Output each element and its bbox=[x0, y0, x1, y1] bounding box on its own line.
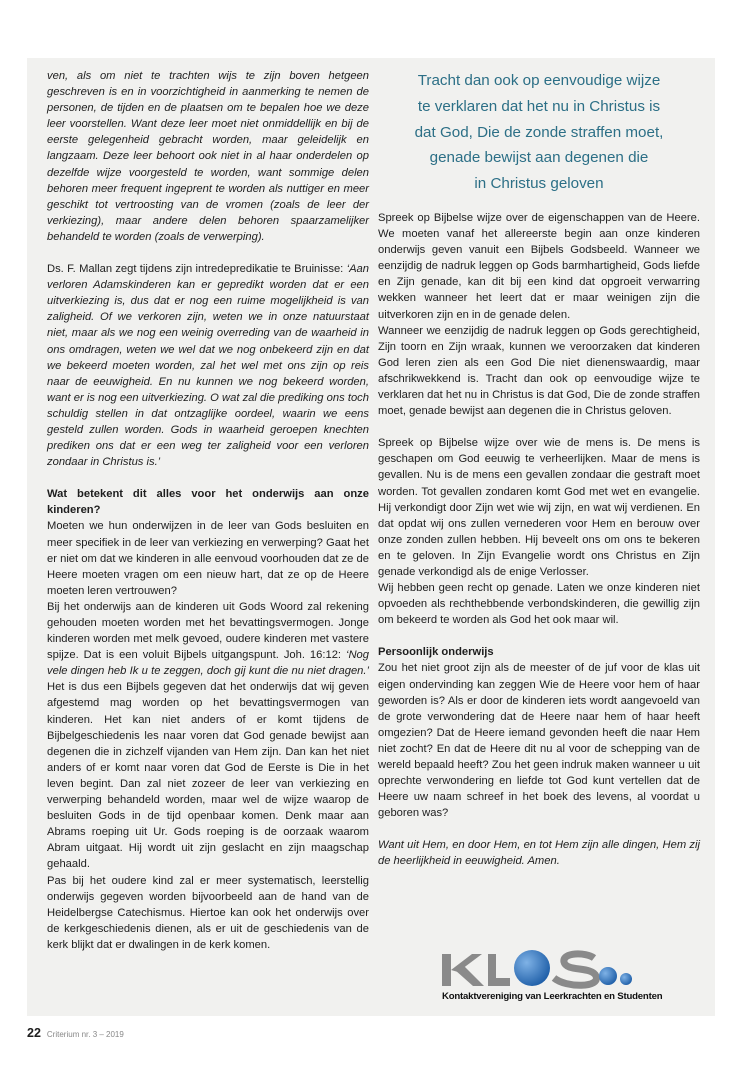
right-heading: Persoonlijk onderwijs bbox=[378, 646, 494, 659]
pull-quote-line: genade bewijst aan degenen die bbox=[429, 149, 649, 167]
page-footer bbox=[27, 1026, 124, 1042]
klos-logo bbox=[436, 948, 666, 1010]
pull-quote-line: te verklaren dat het nu in Christus is bbox=[417, 97, 661, 115]
left-column bbox=[47, 68, 369, 953]
left-paragraph-3: Moeten we hun onderwijzen in de leer van Gods besluiten en meer specifiek in de leer van verkiezing en verwerping? Gaat het er niet om dat we kinderen in alle eenvoud voorhouden dat ze de Heere moeten vragen om een nieuw hart, dat ze op de Heere moeten leren vertrouwen? bbox=[47, 520, 369, 597]
p4-part-b: Het is dus een Bijbels gegeven dat het onderwijs dat wij geven afgestemd mag worden op het bevattingsvermogen van kinderen. Het kan niet anders of er komt tijdens de Bijbelgeschiedenis les naar voren dat God genade bewijst aan degenen die in zichzelf vijanden van Hem zijn. Dan kan het niet anders of er komt naar voren dat God de Eerste is Die in het leven begint. Dan zal niet zozeer de leer van verkiezing en verwerping behandeld worden, maar wel de wijze waarop de besluiten Gods in de tijd openbaar komen. Denk maar aan Abrams roeping uit Ur. Gods roeping is de oorzaak waarom Abram uitgaat. Hij wordt uit zijn geslacht en zijn maagschap gehaald. bbox=[47, 681, 369, 871]
john-quote: ‘Nog vele dingen heb Ik u te zeggen, doch gij kunt die nu niet dragen.’ bbox=[47, 649, 369, 678]
page-number: 22 bbox=[27, 1026, 41, 1040]
klos-logo-mark bbox=[436, 948, 666, 992]
left-paragraph-5: Pas bij het oudere kind zal er meer systematisch, leerstellig onderwijs gegeven worden bijvoorbeeld aan de hand van de Heidelbergse Catechismus. Hiertoe kan ook het onderwijs over de kerkgeschiedenis dienen, als er uit de geschiedenis van de kerk blijkt dat er dwalingen in de kerk komen. bbox=[47, 874, 369, 951]
right-paragraph-3: Spreek op Bijbelse wijze over wie de mens is. De mens is geschapen om God eeuwig te verheerlijken. Maar de mens is gevallen. Nu is de mens een gevallen zondaar die gestraft moet worden. Tot gevallen zondaren komt God met wet en evangelie. Hij verkondigt door Zijn wet wie wij zijn, en wat wij verdienen. En dat opdat wij ons zullen vernederen voor Hem en berouw over onze zonden zullen hebben. Hij beveelt ons om ons te bekeren en te geloven. In Zijn Evangelie wordt ons Christus en Zijn genade verkondigd als de enige Verlosser. bbox=[378, 437, 700, 578]
mallan-quote: ‘Aan verloren Adamskinderen kan er gepredikt worden dat er een uitverkiezing is, dus dat er nog een ruime mogelijkheid is van zaligheid. Of we verkoren zijn, weten we in onze natuurstaat niet, maar als we nog een weinig overreding van de waarheid in ons omdragen, weten we wel dat we nog onbekeerd zijn en dat we bekeerd moeten worden, zal het wel met ons zijn op reis naar de eeuwigheid. En nu kunnen we nog bekeerd worden, want er is nog een uitverkiezing. O wat zal die prediking ons toch schuldig stellen in dat ontzaglijke oordeel, waarin we eens gesteld zullen worden. Gods in waarheid geroepen knechten prediken ons dat er een weg ter zaligheid voor een verloren zondaar in Christus is.’ bbox=[47, 263, 369, 469]
right-paragraph-1: Spreek op Bijbelse wijze over de eigenschappen van de Heere. We moeten vanaf het allereerste begin aan onze kinderen onderwijs geven vanuit een Bijbels Godsbeeld. Wanneer we eenzijdig de nadruk leggen op Gods barmhartigheid, Gods liefde en Zijn genade, kan dit bij een kind dat opgroeit verwarring wekken wanneer het leert dat er maar weinigen zijn die uitverkoren zijn en in de genade delen. bbox=[378, 212, 700, 321]
pull-quote-line: dat God, Die de zonde straffen moet, bbox=[414, 123, 664, 141]
pull-quote bbox=[378, 68, 700, 197]
left-heading: Wat betekent dit alles voor het onderwijs aan onze kinderen? bbox=[47, 488, 369, 517]
left-paragraph-1: ven, als om niet te trachten wijs te zijn boven hetgeen geschreven is en in voorzichtigheid in aanmerking te nemen de personen, de tijden en de plaatsen om te bepalen hoe we deze leer voorstellen. Want deze leer moet niet onmiddellijk en bij de eerste gelegenheid gebracht worden, maar geleidelijk en langzaam. Deze leer behoort ook niet in al haar onderdelen op dezelfde wijze voorgesteld te worden, want sommige delen behoren meer frequent ingeprent te worden als nuttiger en meer geschikt tot vertroosting van de vromen (zoals de leer der verkiezing), maar andere delen behoren spaarzamelijker behandeld te worden (zoals de verwerping). bbox=[47, 70, 369, 243]
pull-quote-line: in Christus geloven bbox=[474, 175, 604, 193]
p4-part-a: Bij het onderwijs aan de kinderen uit Gods Woord zal rekening gehouden moeten worden met het bevattingsvermogen. Jonge kinderen worden met melk gevoed, oudere kinderen met vastere spijze. Dat is een voluit Bijbels uitgangspunt. Joh. 16:12: bbox=[47, 600, 369, 662]
left-paragraph-2 bbox=[47, 261, 369, 470]
mallan-intro: Ds. F. Mallan zegt tijdens zijn intredepredikatie te Bruinisse: bbox=[47, 263, 347, 276]
right-paragraph-4: Wij hebben geen recht op genade. Laten we onze kinderen niet opvoeden als rechthebbende verbondskinderen, die gewillig zijn om bekeerd te worden als God het ook maar wil. bbox=[378, 582, 700, 627]
pull-quote-line: Tracht dan ook op eenvoudige wijze bbox=[417, 72, 661, 89]
klos-tagline: Kontaktvereniging van Leerkrachten en Studenten bbox=[442, 991, 663, 1002]
right-paragraph-5: Zou het niet groot zijn als de meester of de juf voor de klas uit eigen ondervinding kan zeggen Wie de Heere voor hem of haar geworden is? Als er door de kinderen iets wordt aangevoeld van de grote verwondering dat de Heere naar hem of haar heeft omgezien? Dat de Heere iemand gevonden heeft die naar Hem niet zocht? En dat de Heere dit nu al voor de schepping van de wereld bepaald heeft? Zou het geen indruk maken wanneer u uit oprechte verwondering en liefde tot God kunt vertellen dat de Heere uw naam schreef in het boek des levens, al voordat u geboren was? bbox=[378, 662, 700, 820]
left-paragraph-4 bbox=[47, 599, 369, 873]
closing-verse: Want uit Hem, en door Hem, en tot Hem zijn alle dingen, Hem zij de heerlijkheid in eeuwigheid. Amen. bbox=[378, 839, 700, 868]
right-column bbox=[378, 210, 700, 870]
publication-info: Criterium nr. 3 – 2019 bbox=[46, 1030, 124, 1039]
right-paragraph-2: Wanneer we eenzijdig de nadruk leggen op Gods gerechtigheid, Zijn toorn en Zijn wraak, kunnen we veroorzaken dat kinderen God leren zien als een God Die niet dienenswaardig, maar afschrikwekkend is. Tracht dan ook op eenvoudige wijze te verklaren dat het nu in Christus is dat God, Die de zonde straffen moet, genade bewijst aan degenen die in Christus geloven. bbox=[378, 324, 700, 418]
